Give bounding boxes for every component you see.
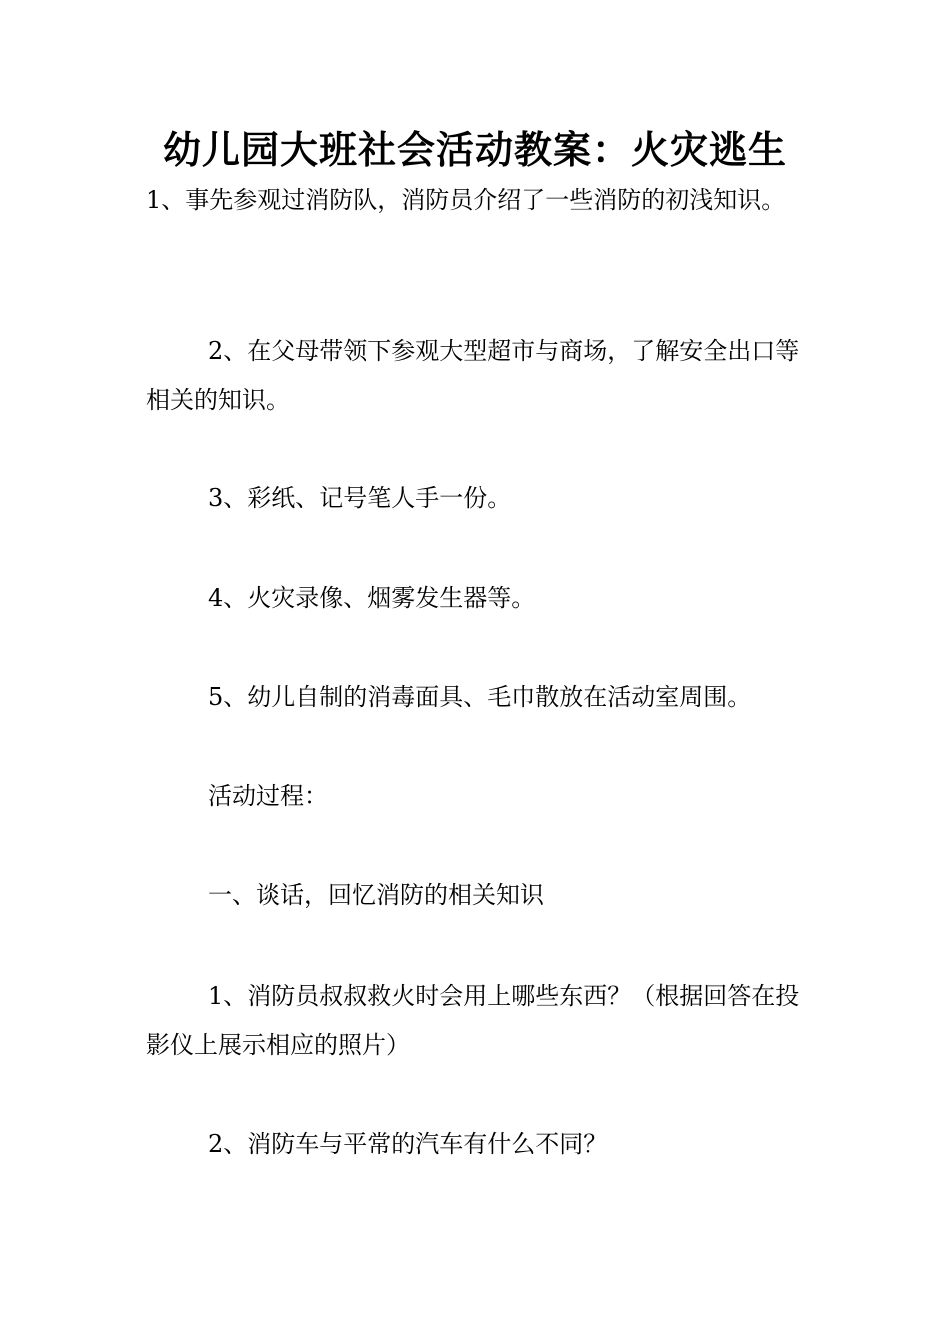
paragraph-question-2: 2、消防车与平常的汽车有什么不同？ [208, 1130, 608, 1158]
section-heading-talk: 一、谈话，回忆消防的相关知识 [208, 881, 544, 909]
paragraph-3: 3、彩纸、记号笔人手一份。 [208, 484, 512, 512]
paragraph-question-1: 1、消防员叔叔救火时会用上哪些东西？（根据回答在投影仪上展示相应的照片） [146, 982, 800, 1059]
paragraph-5: 5、幼儿自制的消毒面具、毛巾散放在活动室周围。 [208, 683, 752, 711]
paragraph-2: 2、在父母带领下参观大型超市与商场，了解安全出口等相关的知识。 [146, 337, 800, 414]
paragraph-1: 1、事先参观过消防队，消防员介绍了一些消防的初浅知识。 [146, 186, 786, 214]
paragraph-4: 4、火灾录像、烟雾发生器等。 [208, 584, 536, 612]
section-heading-process: 活动过程： [208, 782, 328, 810]
document-title: 幼儿园大班社会活动教案：火灾逃生 [162, 128, 787, 172]
